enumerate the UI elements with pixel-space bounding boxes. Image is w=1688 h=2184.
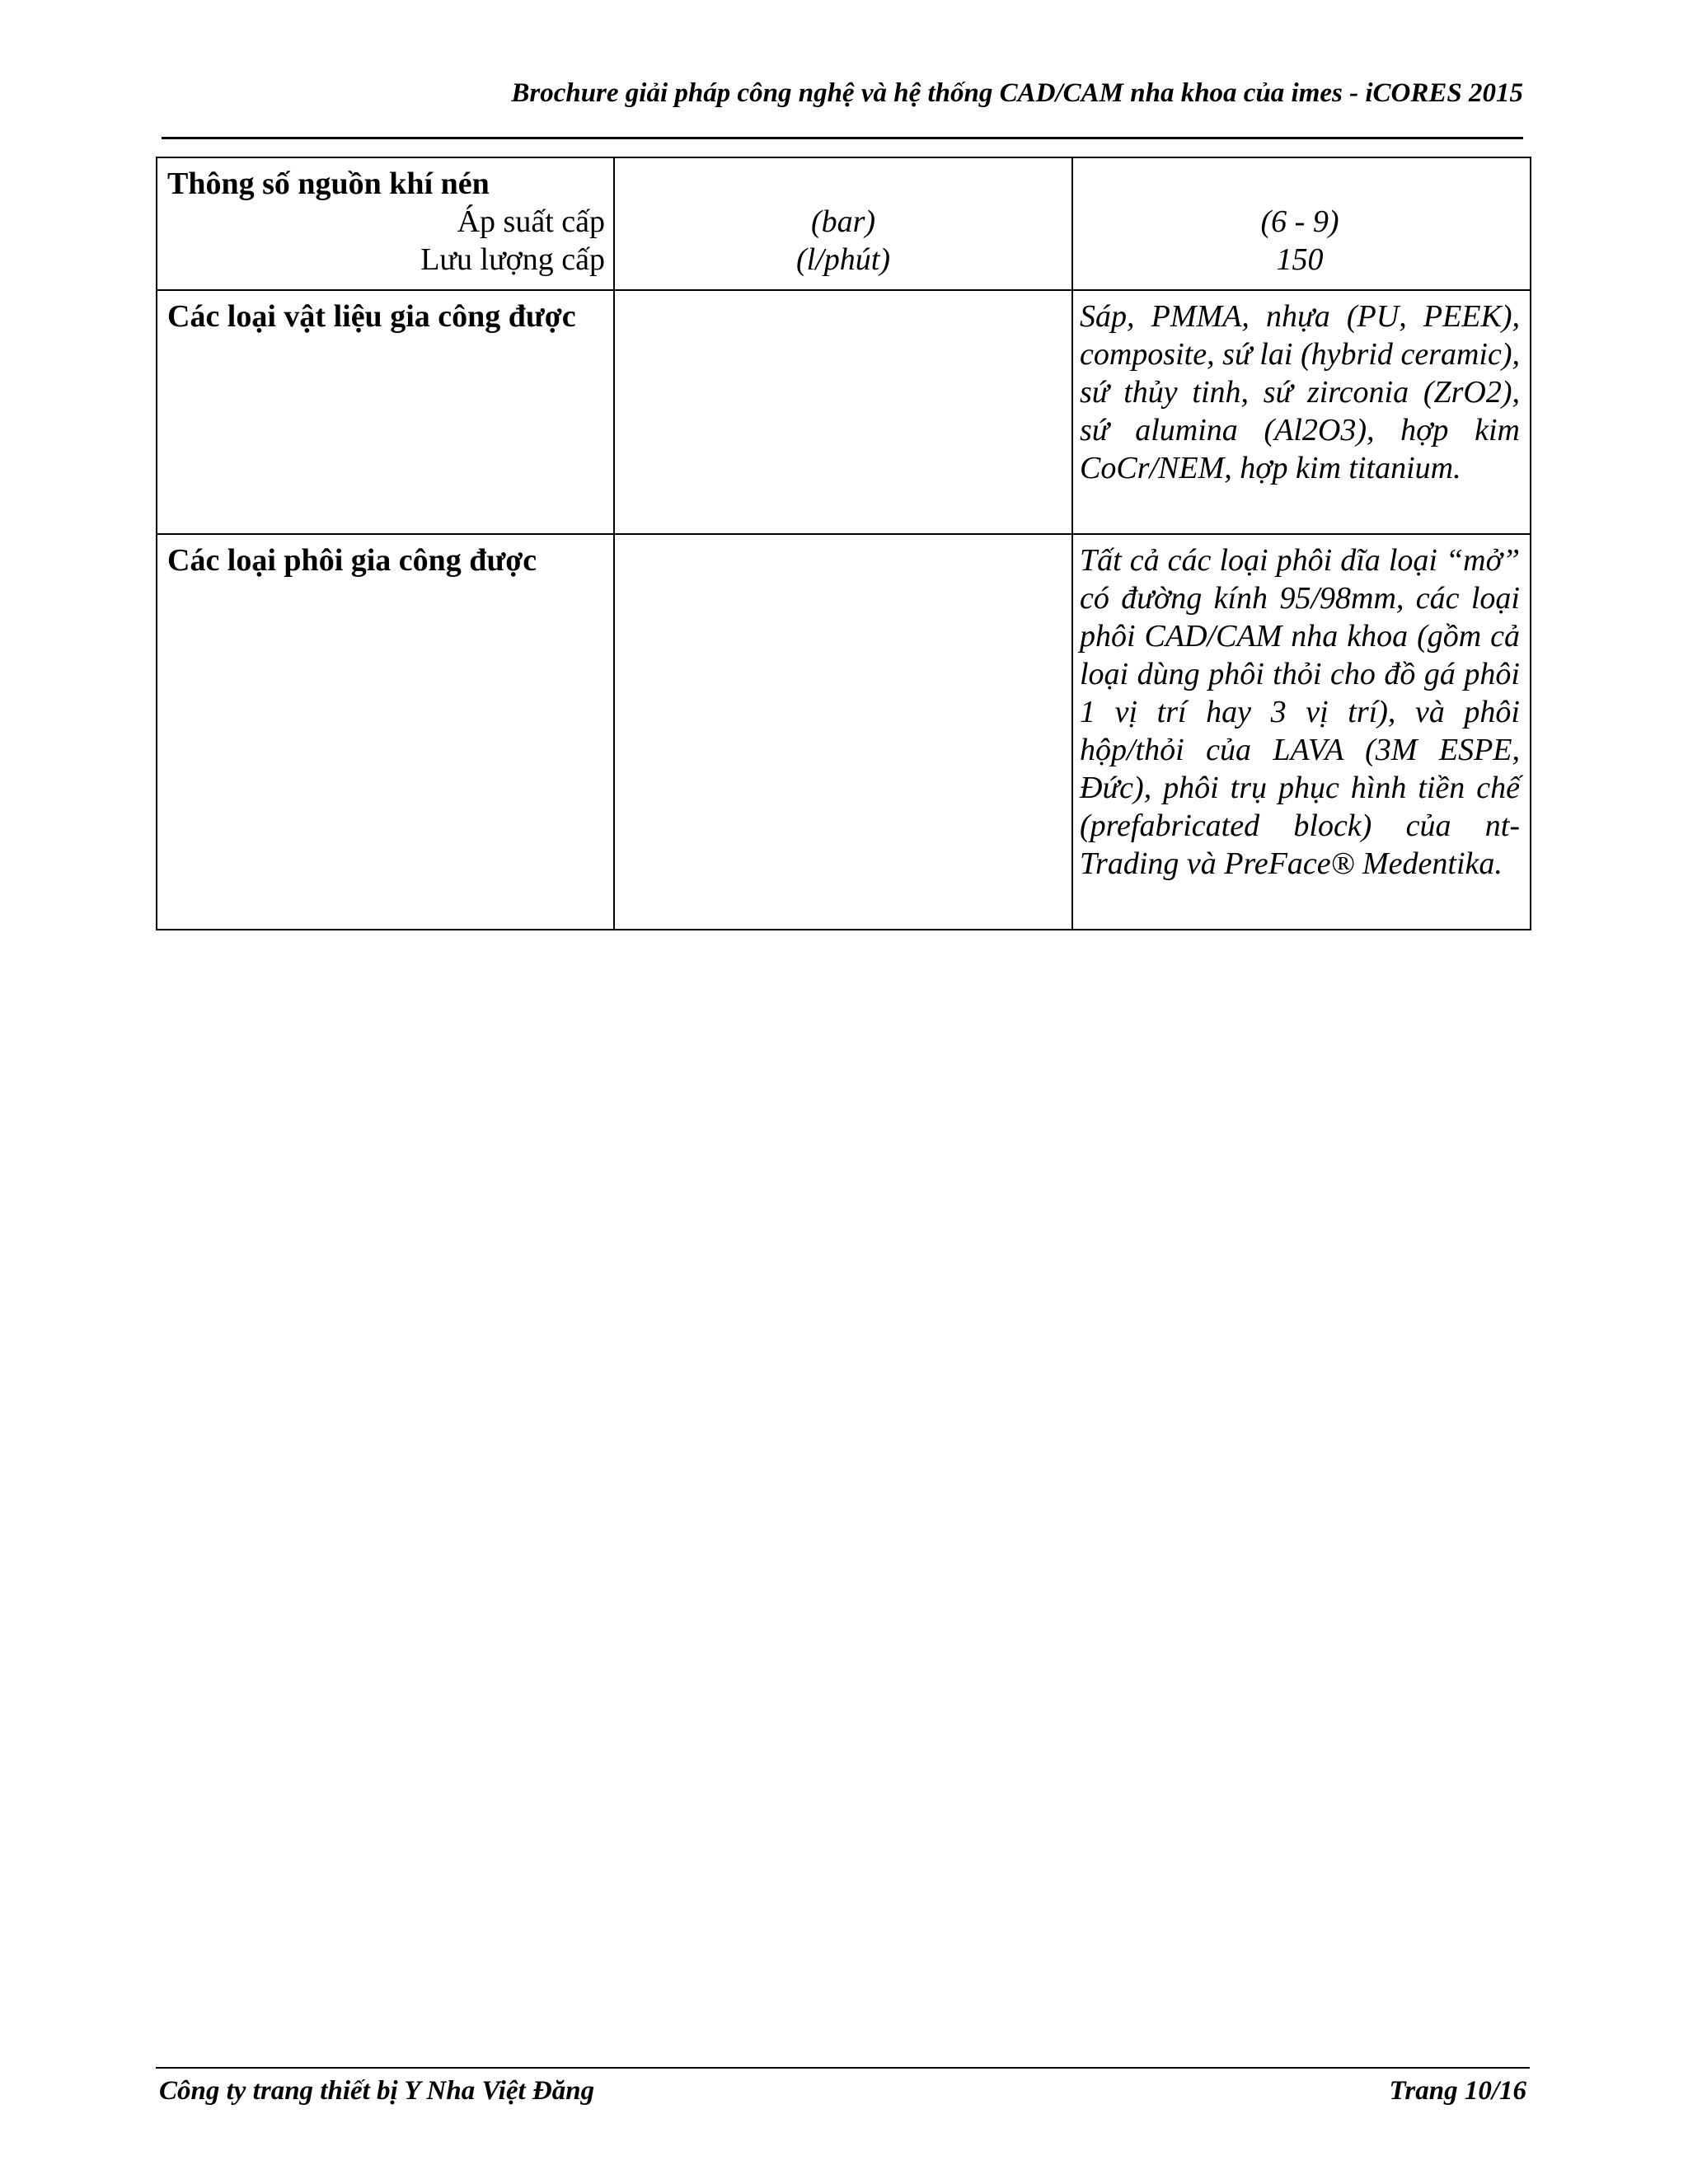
materials-label: Các loại vật liệu gia công được [157,290,614,534]
page-header: Brochure giải pháp công nghệ và hệ thống CAD/CAM nha khoa của imes - iCORES 2015 [511,78,1523,108]
spec-table [156,157,1531,930]
blanks-empty-cell [614,534,1072,930]
pressure-unit: (bar) [810,204,876,239]
air-supply-label-cell [157,157,614,290]
air-supply-value-cell [1072,157,1531,290]
header-divider [162,137,1523,139]
pressure-label: Áp suất cấp [457,204,605,239]
pressure-value: (6 - 9) [1260,204,1339,239]
blanks-value: Tất cả các loại phôi dĩa loại “mở” có đường kính 95/98mm, các loại phôi CAD/CAM nha khoa (gồm cả loại dùng phôi thỏi cho đồ gá phôi 1 vị trí hay 3 vị trí), và phôi hộp/thỏi của LAVA (3M ESPE, Đức), phôi trụ phục hình tiền chế (prefabricated block) của nt-Trading và PreFace® Medentika. [1072,534,1531,930]
air-supply-heading: Thông số nguồn khí nén [167,166,490,201]
footer-company: Công ty trang thiết bị Y Nha Việt Đăng [159,2076,595,2106]
air-supply-unit-cell [614,157,1072,290]
table-row-materials [157,290,1531,534]
materials-value: Sáp, PMMA, nhựa (PU, PEEK), composite, sứ lai (hybrid ceramic), sứ thủy tinh, sứ zirconia (ZrO2), sứ alumina (Al2O3), hợp kim CoCr/NEM, hợp kim titanium. [1072,290,1531,534]
footer-page-number: Trang 10/16 [1389,2076,1526,2106]
blanks-label: Các loại phôi gia công được [157,534,614,930]
flow-unit: (l/phút) [796,242,890,277]
materials-empty-cell [614,290,1072,534]
page-footer [156,2070,1530,2111]
flow-label: Lưu lượng cấp [420,242,605,277]
table-row-air-supply [157,157,1531,290]
footer-divider [156,2067,1530,2069]
table-row-blanks [157,534,1531,930]
flow-value: 150 [1276,242,1324,277]
